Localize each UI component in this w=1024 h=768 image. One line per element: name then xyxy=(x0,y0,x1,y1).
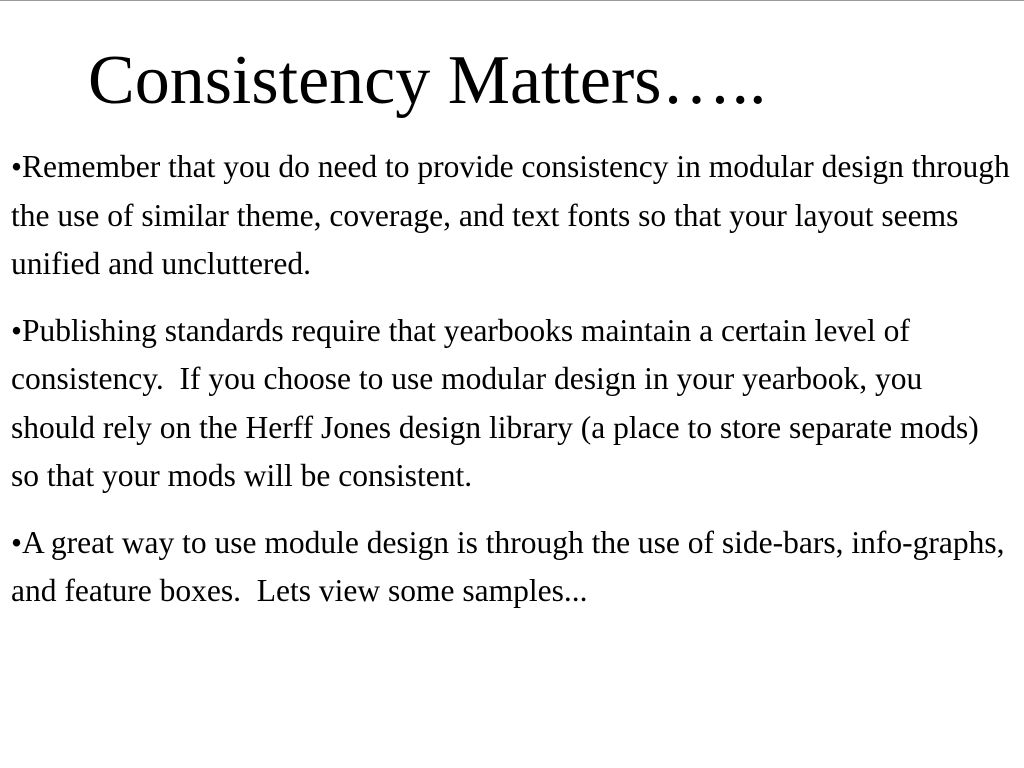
bullet-text: Publishing standards require that yearbooks maintain a certain level of consistency. If you choose to use modular design in your yearbook, you should rely on the Herff Jones design library (a place to store separate mods) so that your mods will be consistent. xyxy=(11,312,987,493)
bullet-marker: • xyxy=(11,149,23,184)
bullet-item xyxy=(11,307,1011,501)
bullet-marker: • xyxy=(11,524,23,560)
bullet-item xyxy=(11,519,1011,616)
slide-title: Consistency Matters….. xyxy=(88,42,767,119)
bullet-list xyxy=(11,143,1011,616)
bullet-item xyxy=(11,143,1011,289)
bullet-text: Remember that you do need to provide consistency in modular design through the use of similar theme, coverage, and text fonts so that your layout seems unified and uncluttered. xyxy=(11,149,1010,281)
bullet-text: A great way to use module design is through the use of side-bars, info-graphs, and feature boxes. Lets view some samples... xyxy=(11,524,1013,608)
bullet-marker: • xyxy=(11,312,23,348)
